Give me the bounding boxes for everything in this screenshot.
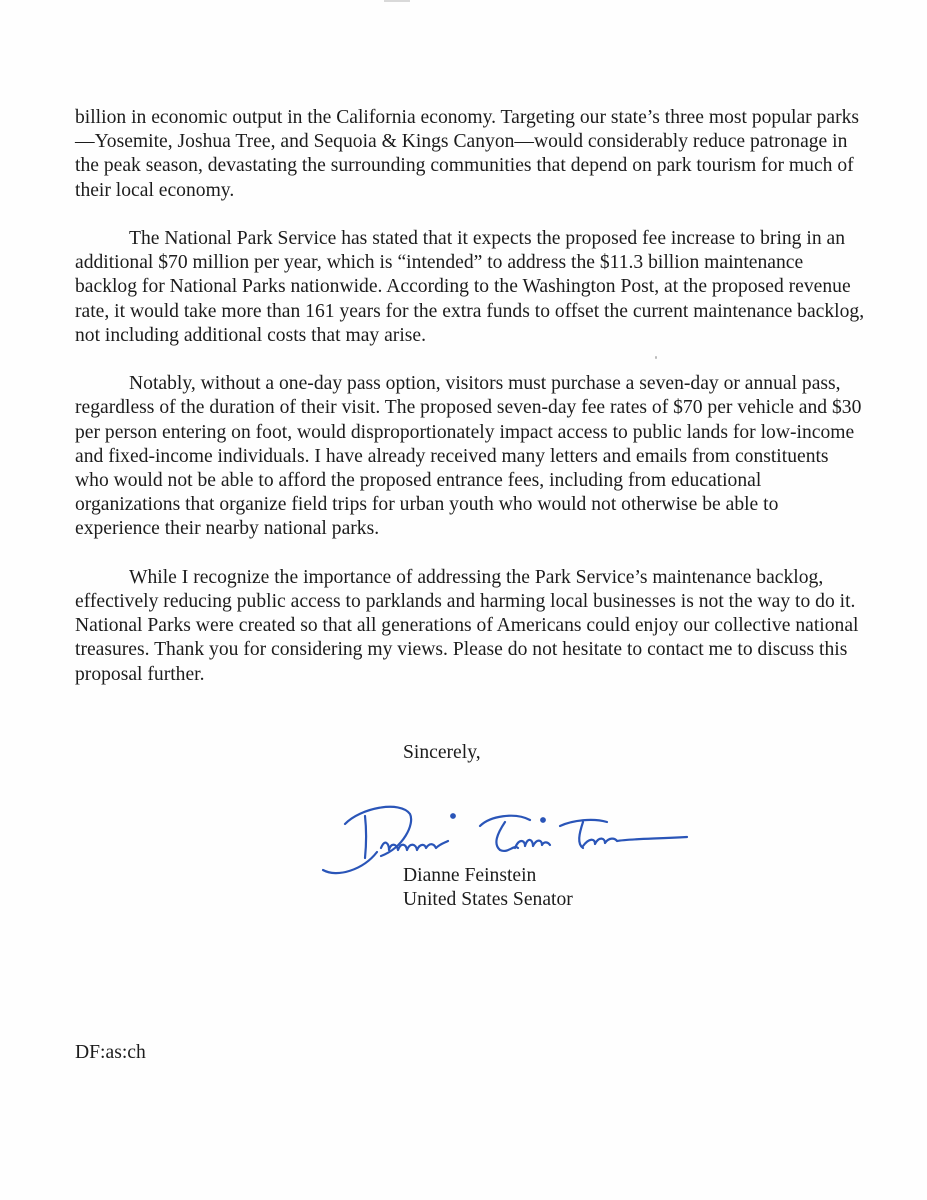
signature-stroke-d-stem xyxy=(365,816,366,858)
signer-title: United States Senator xyxy=(403,889,573,911)
signature-stroke-last xyxy=(515,840,550,848)
signature-dot-1 xyxy=(451,814,455,818)
paragraph-1: billion in economic output in the California economy. Targeting our state’s three most popular parks—Yosemite, Joshua Tree, and Sequoia & Kings Canyon—would considerably reduce patronage in the peak season, devastating the surrounding communities that depend on park tourism for much of their local economy. xyxy=(75,107,860,201)
signature-stroke-end xyxy=(583,837,687,846)
paragraph-2: The National Park Service has stated that it expects the proposed fee increase to bring in an additional $70 million per year, which is “intended” to address the $11.3 billion maintenance backlog for National Parks nationwide. According to the Washington Post, at the proposed revenue rate, it would take more than 161 years for the extra funds to offset the current maintenance backlog, not including additional costs that may arise. xyxy=(75,228,865,346)
signature-stroke-d-tail xyxy=(323,852,377,873)
signature-stroke-d xyxy=(345,807,411,856)
paragraph-4: While I recognize the importance of addressing the Park Service’s maintenance backlog, effectively reducing public access to parklands and harming local businesses is not the way to do it. National Parks were created so that all generations of Americans could enjoy our collective national treasures. Thank you for considering my views. Please do not hesitate to contact me to discuss this proposal further. xyxy=(75,566,859,685)
signer-block xyxy=(403,864,573,912)
signer-name: Dianne Feinstein xyxy=(403,865,537,886)
letter-body xyxy=(75,106,865,687)
signature-dot-2 xyxy=(541,818,545,822)
scan-speck xyxy=(655,356,657,359)
reference-initials: DF:as:ch xyxy=(75,1042,146,1063)
signature-stroke-f xyxy=(480,816,530,826)
signature-stroke-first xyxy=(381,841,448,850)
signature-stroke-t-stem xyxy=(579,822,583,848)
paragraph-3: Notably, without a one-day pass option, visitors must purchase a seven-day or annual pass, regardless of the duration of their visit. The proposed seven-day fee rates of $70 per vehicle and $30 per person entering on foot, would disproportionately impact access to public lands for low-income and fixed-income individuals. I have already received many letters and emails from constituents who would not be able to afford the proposed entrance fees, including from educational organizations that organize field trips for urban youth who would not otherwise be able to experience their nearby national parks. xyxy=(75,373,862,540)
closing-salutation: Sincerely, xyxy=(403,742,481,763)
scan-mark xyxy=(384,0,410,2)
